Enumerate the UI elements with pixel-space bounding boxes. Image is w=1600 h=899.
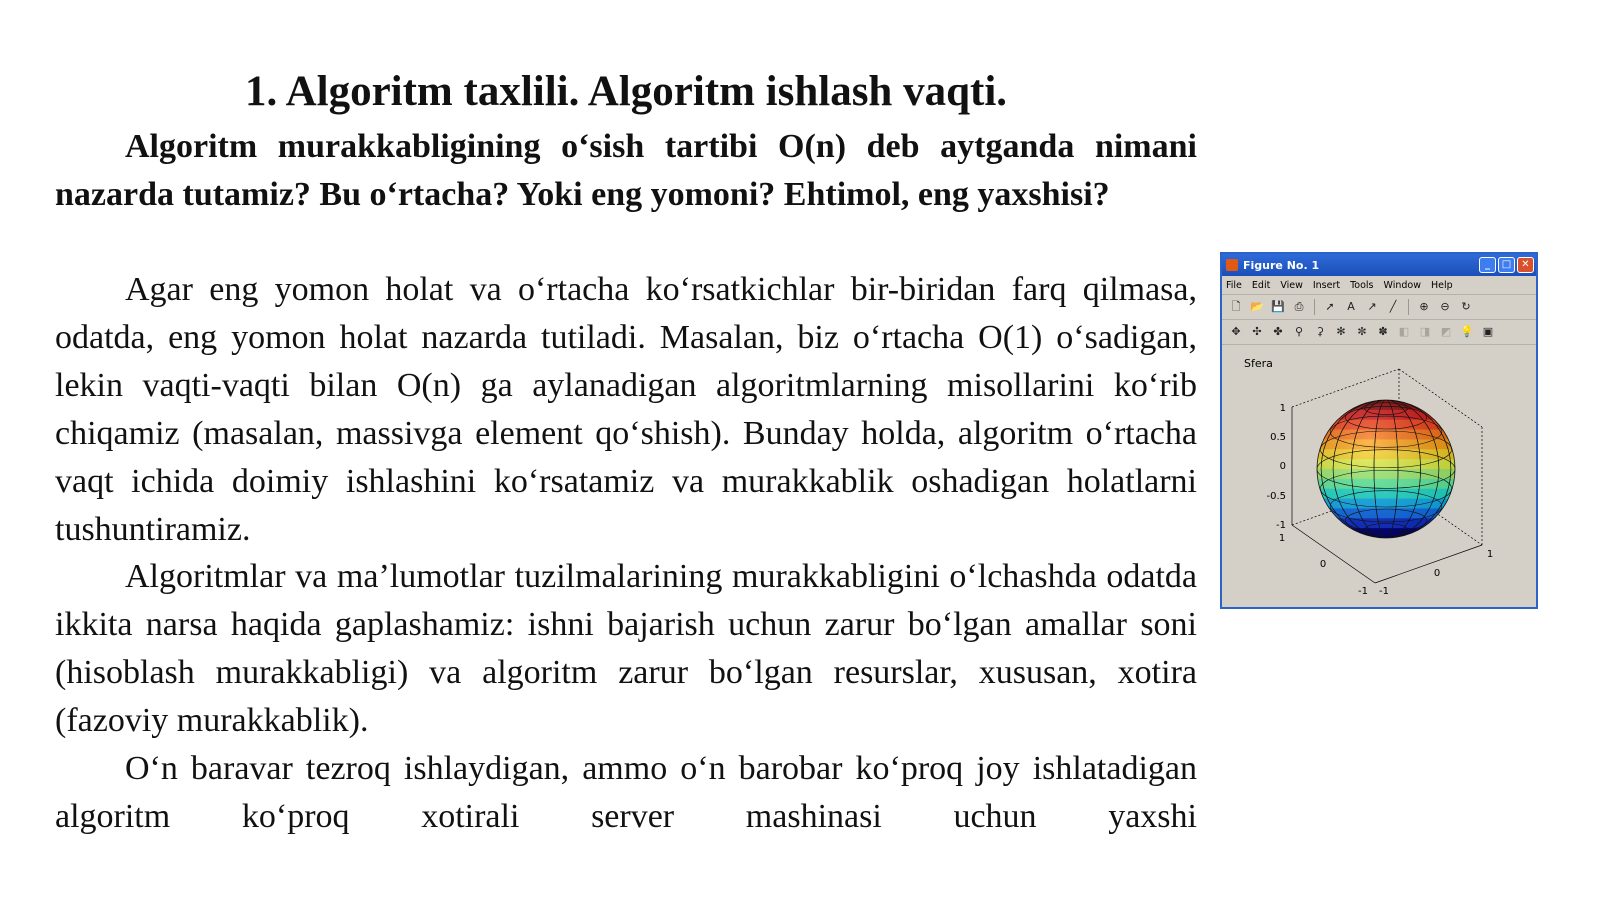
matlab-figure-window [1220,252,1538,609]
menu-tools[interactable]: Tools [1350,279,1374,291]
y-tick-label: 1 [1486,549,1494,560]
sphere-plot [1222,345,1536,610]
matlab-logo-icon [1226,259,1238,271]
body-paragraph-3: O‘n baravar tezroq ishlaydigan, ammo o‘n barobar ko‘proq joy ishlatadigan algoritm ko‘proq xotirali server mashinasi uchun yaxshi [55,750,1197,835]
menu-insert[interactable]: Insert [1312,279,1341,291]
disabled-tool-icon: ◨ [1419,325,1431,338]
body-paragraph-2: Algoritmlar va ma’lumotlar tuzilmalarining murakkabligini o‘lchashda odatda ikkita narsa haqida gaplashamiz: ishni bajarish uchun zarur bo‘lgan amallar soni (hisoblash murakkabligi) va algoritm zarur bo‘lgan resurslar, xususan, xotira (fazoviy murakkablik). [55,558,1197,739]
camera-pan-icon[interactable]: ✤ [1273,325,1283,338]
figure-menu-bar [1222,276,1536,295]
light-bulb-icon[interactable]: 💡 [1460,325,1474,338]
disabled-tool-icon: ◩ [1440,325,1452,338]
new-file-icon[interactable]: 🗋 [1231,300,1241,313]
figure-toolbar-2 [1222,320,1536,345]
page-heading: 1. Algoritm taxlili. Algoritm ishlash vaqti. [244,68,1008,115]
menu-window[interactable]: Window [1383,279,1421,291]
figure-axes-area [1222,345,1536,610]
z-tick-label: 1 [1279,403,1286,414]
y-tick-label: 0 [1433,568,1441,579]
y-tick-label: -1 [1379,586,1389,597]
rotate-icon[interactable]: ↻ [1461,300,1471,313]
menu-edit[interactable]: Edit [1251,279,1271,291]
toolbar-separator [1314,299,1315,315]
stop-camera-icon[interactable]: ▣ [1482,325,1494,338]
z-tick-label: -1 [1276,520,1286,531]
insert-line-icon[interactable]: ╱ [1389,300,1397,313]
menu-help[interactable]: Help [1430,279,1453,291]
open-folder-icon[interactable]: 📂 [1250,300,1264,313]
figure-title-bar [1222,254,1536,276]
camera-orbit-icon[interactable]: ✥ [1231,325,1241,338]
disabled-tool-icon: ◧ [1398,325,1410,338]
camera-light-icon[interactable]: ✣ [1252,325,1262,338]
insert-arrow-icon[interactable]: ↗ [1367,300,1377,313]
z-tick-label: 0 [1279,461,1286,472]
minimize-button[interactable]: _ [1479,257,1496,273]
camera-zoom-icon[interactable]: ⚳ [1315,325,1325,338]
x-tick-label: 0 [1319,559,1327,570]
z-tick-label: 0.5 [1270,432,1286,443]
menu-file[interactable]: File [1226,279,1242,291]
x-tick-label: -1 [1358,586,1368,597]
figure-window-title: Figure No. 1 [1243,258,1320,272]
select-arrow-icon[interactable]: ➚ [1325,300,1335,313]
camera-walk-icon[interactable]: ✼ [1357,325,1367,338]
save-icon[interactable]: 💾 [1271,300,1285,313]
body-paragraph-1: Agar eng yomon holat va o‘rtacha ko‘rsatkichlar bir-biridan farq qilmasa, odatda, eng yomon holat nazarda tutiladi. Masalan, biz o‘rtacha O(1) o‘sadigan, lekin vaqti-vaqti bilan O(n) ga aylanadigan algoritmlarning misollarini ko‘rib chiqamiz (masalan, massivga element qo‘shish). Bunday holda, algoritm o‘rtacha vaqt ichida doimiy ishlashini ko‘rsatamiz va murakkablik oshadigan holatlarni tushuntiramiz. [55,271,1197,548]
insert-text-icon[interactable]: A [1347,300,1355,313]
question-paragraph: Algoritm murakkabligining o‘sish tartibi O(n) deb aytganda nimani nazarda tutamiz? Bu o‘rtacha? Yoki eng yomoni? Ehtimol, eng yaxshisi? [55,128,1197,213]
x-tick-label: 1 [1278,533,1286,544]
zoom-out-icon[interactable]: ⊖ [1440,300,1450,313]
maximize-button[interactable]: □ [1498,257,1515,273]
plot-title: Sfera [1244,357,1273,370]
close-button[interactable]: ✕ [1517,257,1534,273]
zoom-in-icon[interactable]: ⊕ [1419,300,1429,313]
camera-roll-icon[interactable]: ✻ [1336,325,1346,338]
z-tick-label: -0.5 [1266,491,1286,502]
figure-toolbar-1 [1222,295,1536,320]
camera-scene-icon[interactable]: ✽ [1378,325,1388,338]
menu-view[interactable]: View [1280,279,1303,291]
camera-dolly-icon[interactable]: ⚲ [1294,325,1304,338]
print-icon[interactable]: ⎙ [1294,300,1304,313]
toolbar-separator [1408,299,1409,315]
